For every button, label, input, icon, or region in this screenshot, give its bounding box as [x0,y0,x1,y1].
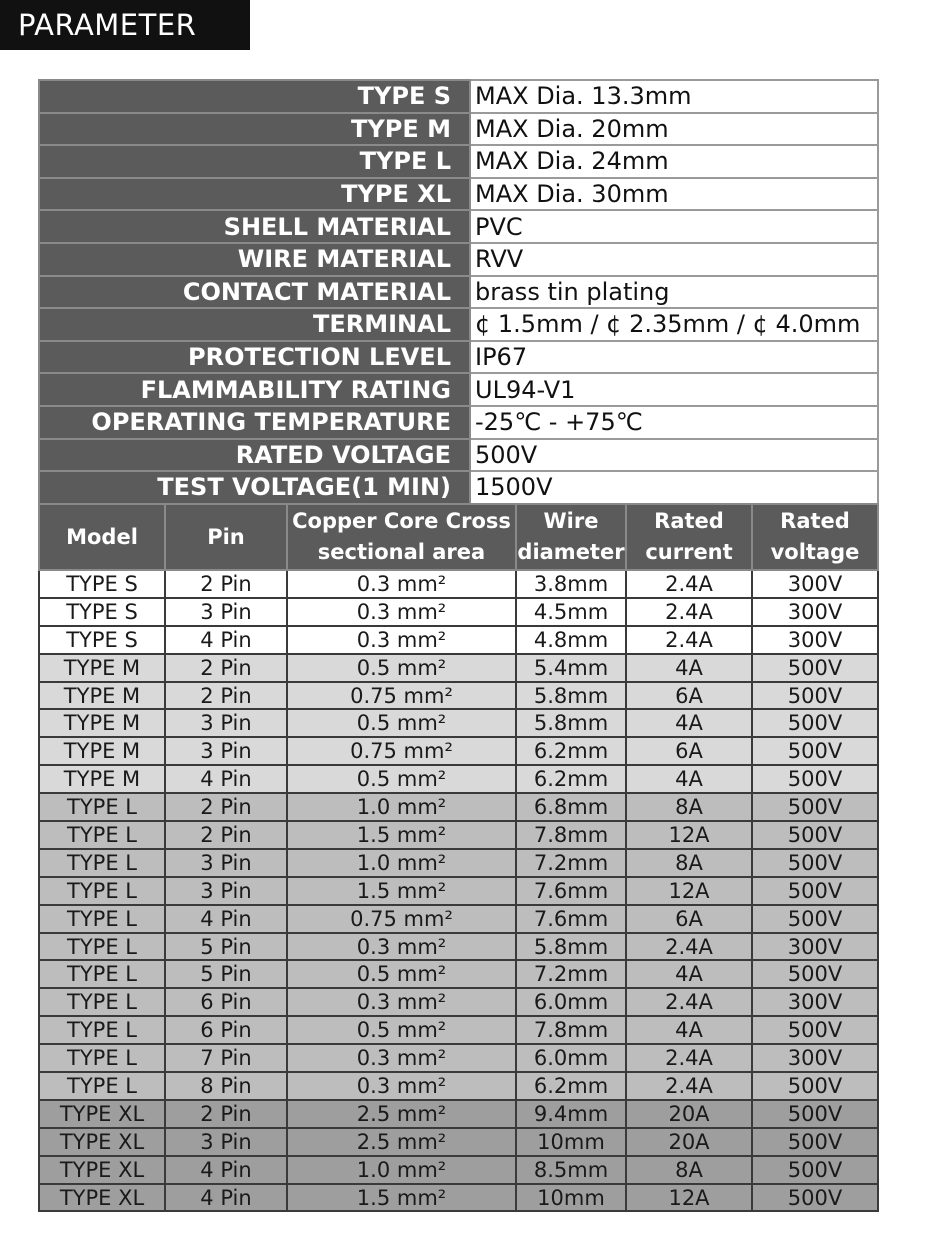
cell-model: TYPE L [39,793,165,821]
spec-value: ¢ 1.5mm / ¢ 2.35mm / ¢ 4.0mm [470,308,878,341]
cell-pin: 4 Pin [165,905,287,933]
cell-rated-current: 6A [626,737,752,765]
cell-cross-section: 0.3 mm² [287,1072,516,1100]
cell-wire-diameter: 6.2mm [516,737,626,765]
table-row [39,682,878,710]
cell-rated-voltage: 500V [752,1184,878,1212]
cell-cross-section: 0.5 mm² [287,960,516,988]
cell-rated-voltage: 300V [752,570,878,598]
spec-label: WIRE MATERIAL [39,243,470,276]
cell-rated-current: 8A [626,849,752,877]
table-row [39,988,878,1016]
spec-label: TYPE M [39,113,470,146]
spec-label: RATED VOLTAGE [39,439,470,472]
cell-wire-diameter: 3.8mm [516,570,626,598]
cell-cross-section: 0.75 mm² [287,905,516,933]
cell-rated-voltage: 500V [752,709,878,737]
table-row [39,737,878,765]
cell-rated-voltage: 500V [752,905,878,933]
cell-pin: 2 Pin [165,821,287,849]
spec-row [39,113,878,146]
cell-model: TYPE L [39,849,165,877]
spec-row [39,308,878,341]
cell-pin: 2 Pin [165,654,287,682]
spec-label: TYPE XL [39,178,470,211]
cell-model: TYPE XL [39,1128,165,1156]
cell-cross-section: 2.5 mm² [287,1100,516,1128]
spec-value: brass tin plating [470,276,878,309]
spec-row [39,439,878,472]
table-row [39,1016,878,1044]
cell-model: TYPE L [39,1072,165,1100]
column-header-line: Model [66,524,138,549]
spec-row [39,276,878,309]
cell-pin: 6 Pin [165,988,287,1016]
cell-rated-voltage: 500V [752,849,878,877]
cell-cross-section: 0.3 mm² [287,1044,516,1072]
table-row [39,1072,878,1100]
cell-rated-voltage: 500V [752,793,878,821]
cell-pin: 3 Pin [165,1128,287,1156]
spec-value: PVC [470,210,878,243]
cell-rated-current: 12A [626,1184,752,1212]
spec-row [39,243,878,276]
cell-rated-voltage: 500V [752,765,878,793]
cell-rated-voltage: 300V [752,598,878,626]
cell-model: TYPE M [39,709,165,737]
spec-row [39,210,878,243]
cell-pin: 2 Pin [165,1100,287,1128]
table-row [39,1044,878,1072]
cell-pin: 4 Pin [165,1156,287,1184]
spec-label: TYPE L [39,145,470,178]
cell-wire-diameter: 10mm [516,1128,626,1156]
cell-pin: 5 Pin [165,933,287,961]
table-row [39,933,878,961]
cell-rated-voltage: 500V [752,960,878,988]
cell-wire-diameter: 8.5mm [516,1156,626,1184]
parameter-header: PARAMETER [0,0,250,50]
cell-rated-voltage: 300V [752,933,878,961]
spec-value: -25℃ - +75℃ [470,406,878,439]
cell-model: TYPE L [39,1044,165,1072]
cell-rated-voltage: 300V [752,1044,878,1072]
spec-row [39,341,878,374]
cell-wire-diameter: 6.0mm [516,1044,626,1072]
cell-wire-diameter: 7.2mm [516,849,626,877]
cell-model: TYPE L [39,960,165,988]
cell-pin: 2 Pin [165,793,287,821]
table-row [39,821,878,849]
cell-rated-current: 2.4A [626,598,752,626]
spec-label: SHELL MATERIAL [39,210,470,243]
cell-pin: 5 Pin [165,960,287,988]
table-row [39,626,878,654]
cell-cross-section: 1.0 mm² [287,1156,516,1184]
spec-value: UL94-V1 [470,373,878,406]
cell-cross-section: 0.75 mm² [287,682,516,710]
cell-wire-diameter: 6.2mm [516,1072,626,1100]
table-row [39,1156,878,1184]
cell-rated-current: 4A [626,1016,752,1044]
cell-rated-voltage: 500V [752,877,878,905]
spec-table-body [39,80,878,504]
cell-rated-voltage: 300V [752,626,878,654]
cell-wire-diameter: 4.8mm [516,626,626,654]
cell-model: TYPE S [39,626,165,654]
cell-cross-section: 0.3 mm² [287,626,516,654]
cell-rated-current: 8A [626,1156,752,1184]
table-row [39,765,878,793]
table-row [39,1184,878,1212]
spec-label: FLAMMABILITY RATING [39,373,470,406]
cell-rated-current: 2.4A [626,1044,752,1072]
model-table-header [39,504,878,570]
cell-model: TYPE M [39,682,165,710]
column-header-model [39,504,165,570]
table-row [39,960,878,988]
column-header-pin [165,504,287,570]
spec-table [38,79,879,505]
cell-cross-section: 0.5 mm² [287,765,516,793]
cell-pin: 4 Pin [165,765,287,793]
cell-model: TYPE M [39,765,165,793]
cell-pin: 4 Pin [165,626,287,654]
cell-rated-current: 2.4A [626,933,752,961]
table-row [39,598,878,626]
spec-value: MAX Dia. 13.3mm [470,80,878,113]
spec-row [39,145,878,178]
table-row [39,849,878,877]
table-row [39,1128,878,1156]
column-header-line: current [645,540,733,564]
spec-value: MAX Dia. 24mm [470,145,878,178]
column-header-line: Rated [780,509,850,533]
cell-model: TYPE L [39,877,165,905]
cell-rated-current: 4A [626,960,752,988]
cell-pin: 3 Pin [165,737,287,765]
cell-cross-section: 0.5 mm² [287,654,516,682]
cell-model: TYPE XL [39,1100,165,1128]
spec-value: 500V [470,439,878,472]
cell-rated-voltage: 500V [752,682,878,710]
cell-wire-diameter: 6.0mm [516,988,626,1016]
cell-rated-voltage: 500V [752,1128,878,1156]
cell-cross-section: 0.3 mm² [287,933,516,961]
column-header-rated-current [626,504,752,570]
cell-pin: 2 Pin [165,570,287,598]
cell-rated-current: 20A [626,1128,752,1156]
cell-rated-voltage: 500V [752,1156,878,1184]
cell-rated-current: 2.4A [626,570,752,598]
column-header-line: sectional area [317,540,486,564]
cell-rated-voltage: 500V [752,1016,878,1044]
spec-label: OPERATING TEMPERATURE [39,406,470,439]
cell-rated-current: 2.4A [626,1072,752,1100]
spec-value: 1500V [470,471,878,504]
cell-pin: 4 Pin [165,1184,287,1212]
spec-label: TERMINAL [39,308,470,341]
cell-wire-diameter: 10mm [516,1184,626,1212]
cell-model: TYPE S [39,570,165,598]
cell-rated-current: 12A [626,821,752,849]
cell-model: TYPE L [39,1016,165,1044]
column-header-wire-diameter [516,504,626,570]
cell-rated-current: 20A [626,1100,752,1128]
cell-rated-voltage: 500V [752,1100,878,1128]
spec-value: RVV [470,243,878,276]
cell-wire-diameter: 5.8mm [516,682,626,710]
spec-value: MAX Dia. 20mm [470,113,878,146]
column-header-line: Copper Core Cross [292,509,511,533]
table-row [39,877,878,905]
table-row [39,1100,878,1128]
cell-pin: 3 Pin [165,709,287,737]
cell-pin: 3 Pin [165,849,287,877]
column-header-line: diameter [517,540,625,564]
cell-rated-current: 12A [626,877,752,905]
cell-model: TYPE L [39,905,165,933]
cell-cross-section: 1.0 mm² [287,793,516,821]
spec-row [39,373,878,406]
cell-wire-diameter: 6.8mm [516,793,626,821]
table-row [39,793,878,821]
cell-rated-current: 4A [626,654,752,682]
cell-rated-voltage: 300V [752,988,878,1016]
cell-cross-section: 1.5 mm² [287,877,516,905]
cell-wire-diameter: 7.2mm [516,960,626,988]
spec-row [39,471,878,504]
cell-wire-diameter: 7.8mm [516,1016,626,1044]
cell-wire-diameter: 5.8mm [516,933,626,961]
cell-pin: 6 Pin [165,1016,287,1044]
cell-rated-current: 4A [626,709,752,737]
spec-value: IP67 [470,341,878,374]
cell-wire-diameter: 4.5mm [516,598,626,626]
cell-pin: 2 Pin [165,682,287,710]
column-header-line: Pin [207,524,245,549]
cell-rated-voltage: 500V [752,654,878,682]
spec-label: TYPE S [39,80,470,113]
spec-label: TEST VOLTAGE(1 MIN) [39,471,470,504]
cell-rated-current: 6A [626,905,752,933]
cell-rated-current: 8A [626,793,752,821]
cell-wire-diameter: 5.8mm [516,709,626,737]
cell-rated-voltage: 500V [752,1072,878,1100]
cell-cross-section: 0.5 mm² [287,709,516,737]
cell-cross-section: 0.3 mm² [287,598,516,626]
cell-pin: 8 Pin [165,1072,287,1100]
cell-model: TYPE L [39,821,165,849]
cell-model: TYPE L [39,933,165,961]
cell-wire-diameter: 7.8mm [516,821,626,849]
cell-rated-current: 6A [626,682,752,710]
column-header-line: Rated [654,509,724,533]
table-row [39,709,878,737]
cell-cross-section: 1.5 mm² [287,1184,516,1212]
model-table-body [39,570,878,1211]
cell-cross-section: 0.3 mm² [287,570,516,598]
cell-cross-section: 0.3 mm² [287,988,516,1016]
spec-row [39,80,878,113]
cell-cross-section: 2.5 mm² [287,1128,516,1156]
model-table [38,503,879,1212]
spec-label: CONTACT MATERIAL [39,276,470,309]
spec-value: MAX Dia. 30mm [470,178,878,211]
cell-rated-current: 4A [626,765,752,793]
column-header-rated-voltage [752,504,878,570]
cell-pin: 7 Pin [165,1044,287,1072]
cell-wire-diameter: 5.4mm [516,654,626,682]
table-row [39,905,878,933]
cell-model: TYPE XL [39,1156,165,1184]
table-row [39,654,878,682]
cell-cross-section: 0.75 mm² [287,737,516,765]
table-row [39,570,878,598]
cell-model: TYPE M [39,737,165,765]
cell-model: TYPE M [39,654,165,682]
cell-rated-current: 2.4A [626,626,752,654]
cell-wire-diameter: 7.6mm [516,905,626,933]
column-header-line: voltage [770,540,860,564]
spec-row [39,178,878,211]
cell-wire-diameter: 7.6mm [516,877,626,905]
spec-row [39,406,878,439]
column-header-cross-section [287,504,516,570]
cell-model: TYPE XL [39,1184,165,1212]
cell-cross-section: 0.5 mm² [287,1016,516,1044]
cell-wire-diameter: 9.4mm [516,1100,626,1128]
cell-cross-section: 1.5 mm² [287,821,516,849]
cell-pin: 3 Pin [165,598,287,626]
spec-label: PROTECTION LEVEL [39,341,470,374]
column-header-line: Wire [543,509,599,533]
cell-cross-section: 1.0 mm² [287,849,516,877]
cell-wire-diameter: 6.2mm [516,765,626,793]
cell-pin: 3 Pin [165,877,287,905]
cell-rated-current: 2.4A [626,988,752,1016]
cell-model: TYPE S [39,598,165,626]
cell-model: TYPE L [39,988,165,1016]
cell-rated-voltage: 500V [752,737,878,765]
cell-rated-voltage: 500V [752,821,878,849]
